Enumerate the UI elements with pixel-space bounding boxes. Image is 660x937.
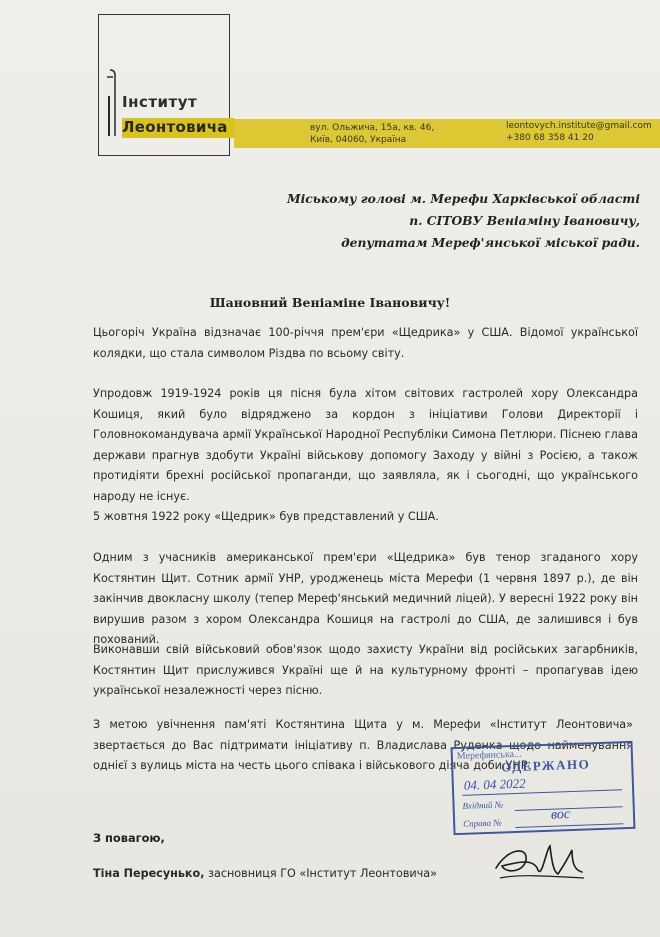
email-text: leontovych.institute@gmail.com [506,121,652,131]
stamp-case-rule [515,823,623,828]
address-line1: вул. Ольжича, 15а, кв. 46, [310,123,435,133]
paragraph-4: Одним з учасників американської прем'єри «Щедрика» був тенор згаданого хору Костянтин Щит. Сотник армії УНР, уродженець міста Мерефи (1 червня 1897 р.), де він закінчив двокласну школу (тепер Мереф'янський медичний ліцей). У вересні 1922 року він вирушив разом з хором Олександра Кошиця на гастролі до США, де залишився і був похований. [93,551,638,646]
stamp-title: ОДЕРЖАНО [500,756,591,775]
address-line2: Київ, 04060, Україна [310,135,407,145]
addressee-line3: депутатам Мереф'янської міської ради. [341,235,640,250]
paragraph-2: Упродовж 1919-1924 років ця пісня була хітом світових гастролей хору Олександра Кошиця, який було відряджено за кордон з ініціативи Голови Директорії і Головнокомандувача армії Української Народної Республіки Симона Петлюри. Піснею глава держави прагнув здобути Україні військову допомогу Заходу у війні з Росією, а також протидіяти брехні російської пропаганди, що заявляла, як і сьогодні, що українського народу не існує. [93,387,638,503]
paragraph-3: 5 жовтня 1922 року «Щедрик» був представлений у США. [93,510,439,523]
closing: З повагою, [93,831,165,845]
addressee-line1: Міському голові м. Мерефи Харківської області [287,191,640,206]
logo-text-line1: Інститут [122,93,198,111]
paragraph-5: Виконавши свій військовий обов'язок щодо захисту України від російських загарбників, Костянтин Щит прислужився Україні ще й на культурному фронті – пропагував ідею української незалежності через пісню. [93,643,638,697]
paragraph-1: Цьогоріч Україна відзначає 100-річчя прем'єри «Щедрика» у США. Відомої української колядки, що стала символом Різдва по всьому світу. [93,326,638,360]
signatory-line [93,867,437,880]
header-contacts [506,120,652,144]
received-stamp [451,741,636,835]
phone-text: +380 68 358 41 20 [506,133,594,143]
logo-text-line2-wrap [113,116,233,142]
signatory-name: Тіна Пересунько, [93,867,205,880]
handwritten-signature [488,838,588,882]
addressee-block [287,188,640,254]
stamp-case-value: вос [550,807,571,823]
stamp-date: 04. 04 2022 [463,775,526,793]
signatory-role: засновниця ГО «Інститут Леонтовича» [208,867,437,880]
paragraph-6: З метою увічнення пам'яті Костянтина Щита у м. Мерефи «Інститут Леонтовича» звертається до Вас підтримати ініціативу п. Владислава Руденка щодо найменування однієї з вулиць міста на честь цього співака і військового діяча доби УНР. [93,718,633,772]
stamp-org: Мерефянська... [456,748,522,762]
header-address [310,122,434,146]
addressee-line2: п. СІТОВУ Веніаміну Івановичу, [409,213,640,228]
stamp-incoming-label: Вхідний № [462,799,504,811]
logo-text-line2: Леонтовича [122,118,228,136]
salutation: Шановний Веніаміне Івановичу! [209,295,451,310]
stamp-case-label: Справа № [463,817,502,829]
